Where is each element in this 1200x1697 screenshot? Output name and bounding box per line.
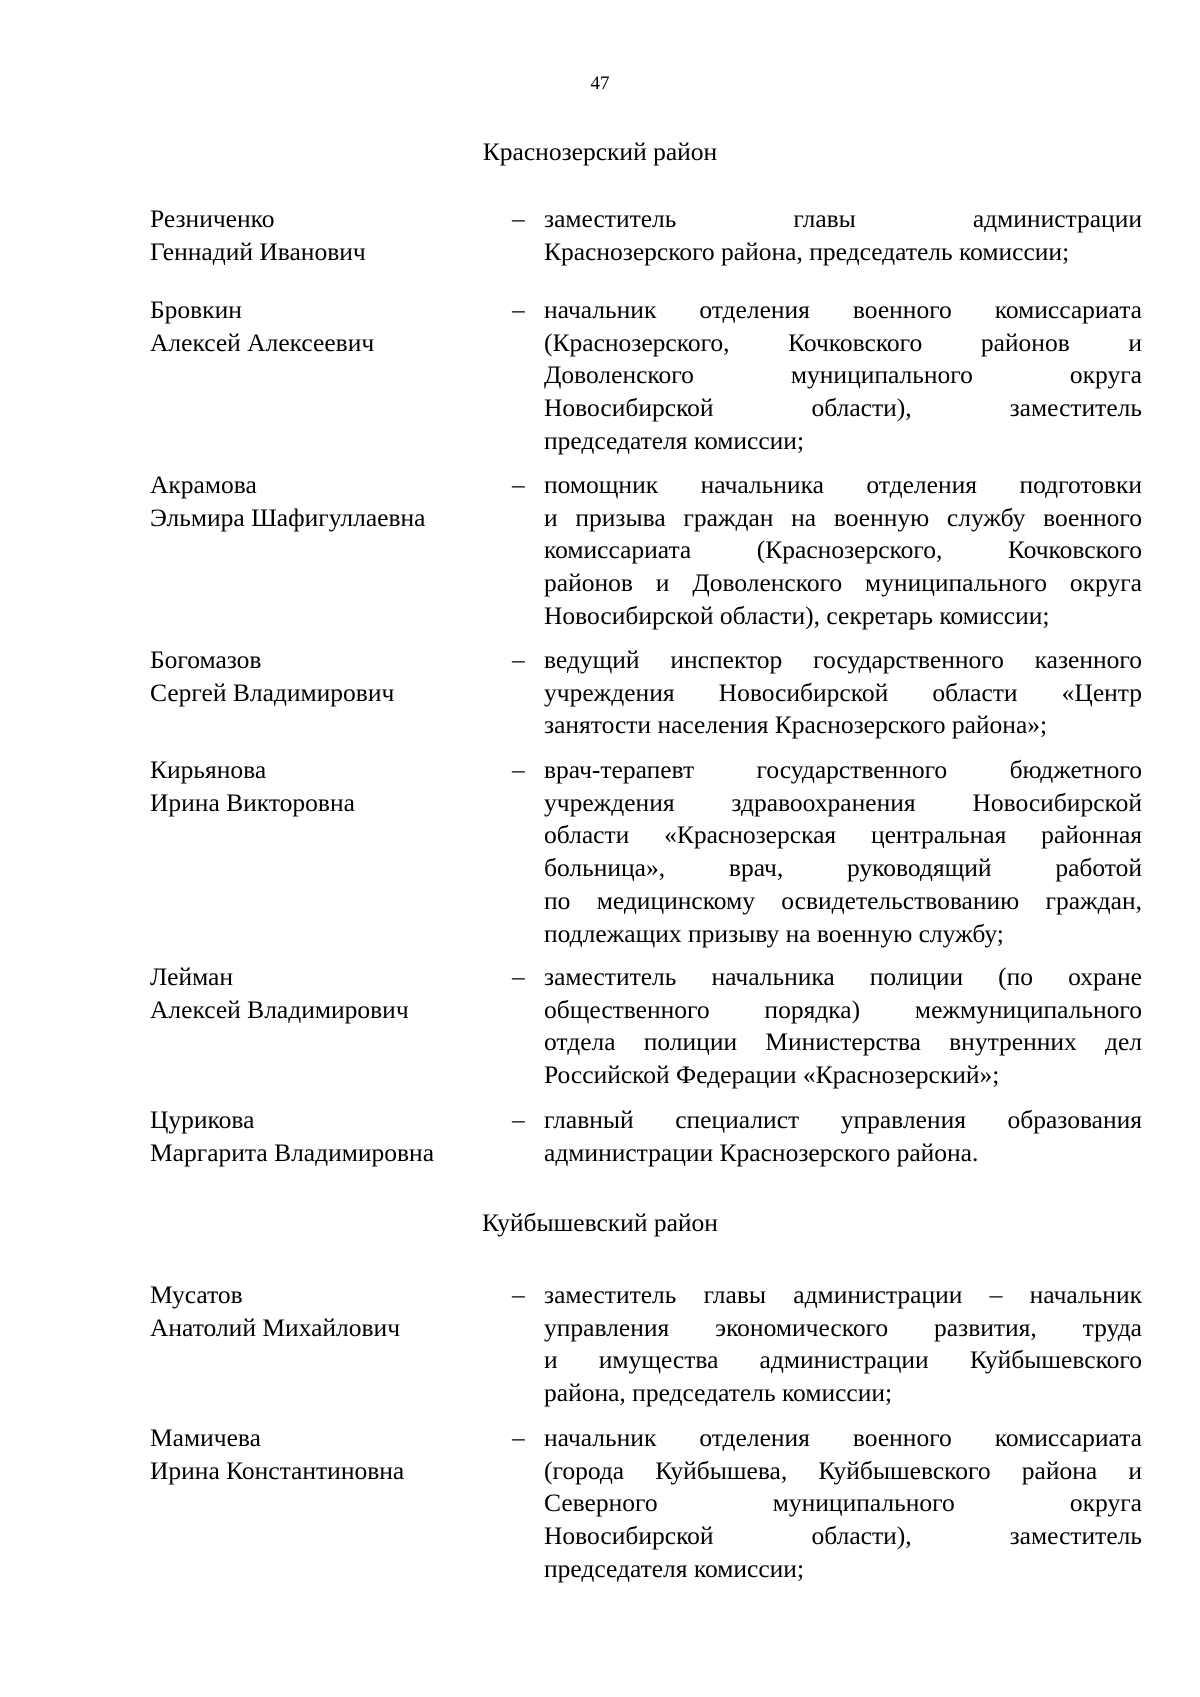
position-line: Краснозерского района, председатель комиссии; — [544, 236, 1070, 266]
member-name — [150, 1279, 505, 1344]
member-surname: Лейман — [150, 962, 234, 991]
position-line: (города Куйбышева, Куйбышевского района и — [544, 1455, 1142, 1485]
position-line: района, председатель комиссии; — [544, 1378, 893, 1408]
position-line: учреждения здравоохранения Новосибирской — [544, 787, 1142, 817]
dash-separator: – — [512, 1280, 525, 1309]
member-surname: Акрамова — [150, 470, 257, 499]
section-heading-krasnozersky: Краснозерский район — [482, 137, 718, 166]
dash-separator: – — [512, 470, 525, 499]
dash-separator: – — [512, 1423, 525, 1452]
member-name — [150, 294, 505, 359]
position-line: Доволенского муниципального округа — [544, 360, 1142, 390]
position-line: больница», врач, руководящий работой — [544, 853, 1142, 883]
position-line: области «Краснозерская центральная районная — [544, 820, 1142, 850]
position-line: Северного муниципального округа — [544, 1488, 1142, 1518]
position-line: Новосибирской области), секретарь комиссии; — [544, 600, 1050, 630]
member-given-names: Эльмира Шафигуллаевна — [150, 502, 426, 532]
position-line: учреждения Новосибирской области «Центр — [544, 677, 1142, 707]
member-position — [544, 1104, 1142, 1169]
member-name — [150, 961, 505, 1026]
position-line: начальник отделения военного комиссариата — [544, 295, 1142, 324]
position-line: и имущества администрации Куйбышевского — [544, 1345, 1142, 1375]
position-line: управления экономического развития, труда — [544, 1312, 1142, 1342]
position-line: районов и Доволенского муниципального округа — [544, 568, 1142, 598]
member-position — [544, 961, 1142, 1092]
member-position — [544, 1422, 1142, 1586]
position-line: администрации Краснозерского района. — [544, 1137, 979, 1167]
member-surname: Бровкин — [150, 295, 242, 324]
member-surname: Богомазов — [150, 645, 262, 674]
dash-separator: – — [512, 295, 525, 324]
member-surname: Мамичева — [150, 1423, 261, 1452]
position-line: подлежащих призыву на военную службу; — [544, 918, 1004, 948]
position-line: врач-терапевт государственного бюджетного — [544, 755, 1142, 784]
position-line: занятости населения Краснозерского района»; — [544, 710, 1048, 740]
position-line: общественного порядка) межмуниципального — [544, 994, 1142, 1024]
member-position — [544, 1279, 1142, 1410]
position-line: председателя комиссии; — [544, 1553, 805, 1583]
position-line: начальник отделения военного комиссариата — [544, 1423, 1142, 1452]
member-position — [544, 754, 1142, 950]
member-name — [150, 1422, 505, 1487]
member-surname: Резниченко — [150, 204, 275, 233]
position-line: Российской Федерации «Краснозерский»; — [544, 1060, 1000, 1090]
position-line: заместитель начальника полиции (по охране — [544, 962, 1142, 991]
member-position — [544, 644, 1142, 742]
position-line: (Краснозерского, Кочковского районов и — [544, 327, 1142, 357]
position-line: комиссариата (Краснозерского, Кочковского — [544, 535, 1142, 565]
position-line: ведущий инспектор государственного казенного — [544, 645, 1142, 674]
member-name — [150, 644, 505, 709]
dash-separator: – — [512, 1105, 525, 1134]
member-surname: Мусатов — [150, 1280, 243, 1309]
position-line: помощник начальника отделения подготовки — [544, 470, 1142, 499]
member-given-names: Ирина Викторовна — [150, 787, 355, 817]
member-given-names: Маргарита Владимировна — [150, 1137, 435, 1167]
position-line: Новосибирской области), заместитель — [544, 393, 1142, 423]
member-name — [150, 754, 505, 819]
member-given-names: Ирина Константиновна — [150, 1455, 405, 1485]
dash-separator: – — [512, 645, 525, 674]
position-line: отдела полиции Министерства внутренних дел — [544, 1027, 1142, 1057]
position-line: Новосибирской области), заместитель — [544, 1521, 1142, 1551]
position-line: по медицинскому освидетельствованию граждан, — [544, 885, 1142, 915]
member-surname: Кирьянова — [150, 755, 267, 784]
member-name — [150, 203, 505, 268]
position-line: и призыва граждан на военную службу военного — [544, 502, 1142, 532]
member-position — [544, 203, 1142, 268]
dash-separator: – — [512, 962, 525, 991]
position-line: главный специалист управления образования — [544, 1105, 1142, 1134]
member-given-names: Алексей Алексеевич — [150, 327, 375, 357]
dash-separator: – — [512, 204, 525, 233]
page-number: 47 — [590, 73, 610, 94]
position-line: заместитель главы администрации – начальник — [544, 1280, 1142, 1309]
member-given-names: Анатолий Михайлович — [150, 1312, 401, 1342]
member-given-names: Алексей Владимирович — [150, 994, 409, 1024]
member-given-names: Сергей Владимирович — [150, 677, 395, 707]
member-given-names: Геннадий Иванович — [150, 236, 366, 266]
member-position — [544, 469, 1142, 633]
member-position — [544, 294, 1142, 458]
section-heading-kuibyshevsky: Куйбышевский район — [482, 1208, 718, 1237]
member-name — [150, 1104, 505, 1169]
position-line: заместитель главы администрации — [544, 204, 1142, 233]
position-line: председателя комиссии; — [544, 425, 805, 455]
dash-separator: – — [512, 755, 525, 784]
member-name — [150, 469, 505, 534]
member-surname: Цурикова — [150, 1105, 255, 1134]
